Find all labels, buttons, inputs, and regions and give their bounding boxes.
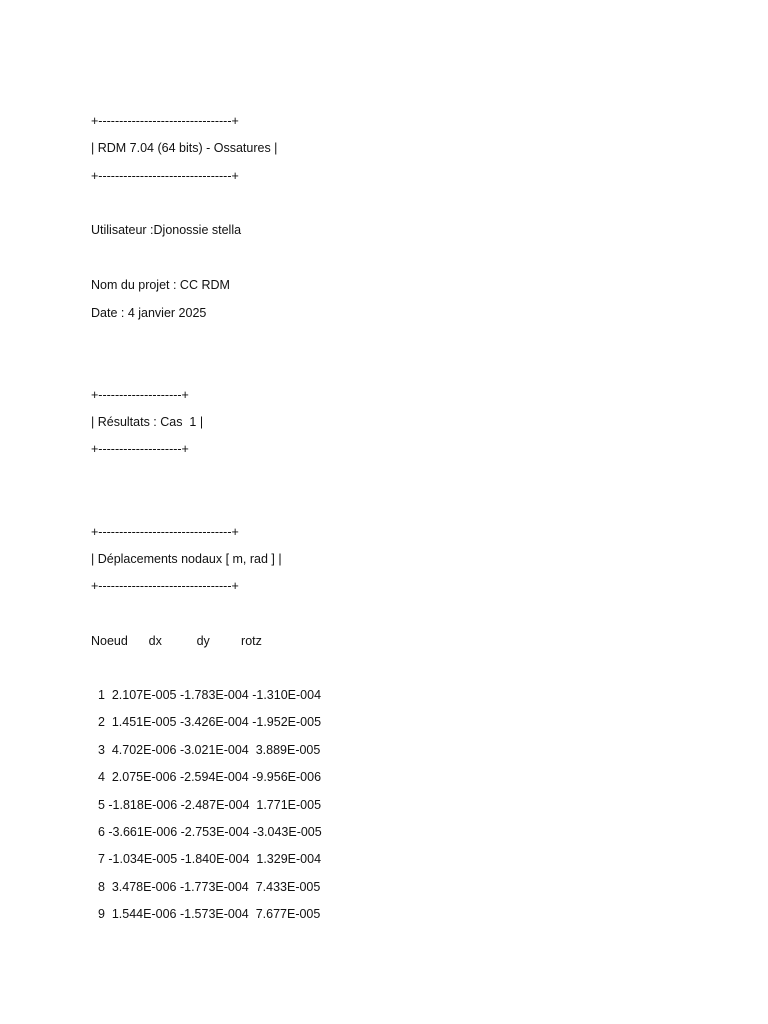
- table-row: 8 3.478E-006 -1.773E-004 7.433E-005: [91, 879, 321, 894]
- displacements-heading: | Déplacements nodaux [ m, rad ] |: [91, 552, 282, 566]
- displacements-box-top-border: +--------------------------------+: [91, 525, 239, 539]
- table-row: 2 1.451E-005 -3.426E-004 -1.952E-005: [91, 715, 322, 730]
- displacements-table: [91, 687, 322, 934]
- table-row: 7 -1.034E-005 -1.840E-004 1.329E-004: [91, 852, 322, 867]
- table-row: 3 4.702E-006 -3.021E-004 3.889E-005: [91, 742, 321, 757]
- table-row: 5 -1.818E-006 -2.487E-004 1.771E-005: [91, 797, 322, 812]
- displacements-box-bottom-border: +--------------------------------+: [91, 579, 239, 593]
- program-title: | RDM 7.04 (64 bits) - Ossatures |: [91, 141, 278, 155]
- table-row: 1 2.107E-005 -1.783E-004 -1.310E-004: [91, 688, 322, 702]
- results-box-bottom-border: +--------------------+: [91, 442, 189, 456]
- date-line: Date : 4 janvier 2025: [91, 306, 207, 320]
- results-box-top-border: +--------------------+: [91, 388, 189, 402]
- displacements-table-header: Noeud dx dy rotz: [91, 634, 262, 648]
- table-row: 6 -3.661E-006 -2.753E-004 -3.043E-005: [91, 824, 322, 839]
- user-line: Utilisateur :Djonossie stella: [91, 223, 242, 237]
- project-name-line: Nom du projet : CC RDM: [91, 278, 230, 292]
- table-row: 9 1.544E-006 -1.573E-004 7.677E-005: [91, 907, 321, 922]
- banner-bottom-border: +--------------------------------+: [91, 169, 239, 183]
- banner-top-border: +--------------------------------+: [91, 114, 239, 128]
- table-row: 4 2.075E-006 -2.594E-004 -9.956E-006: [91, 770, 322, 785]
- results-heading: | Résultats : Cas 1 |: [91, 415, 204, 429]
